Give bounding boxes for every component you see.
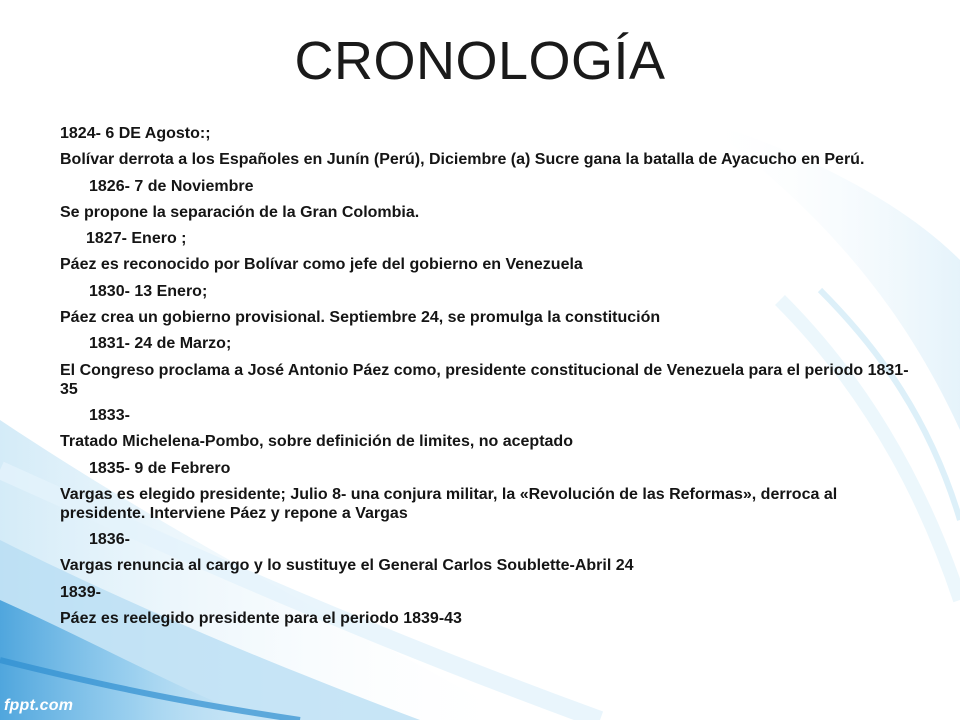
timeline-date: 1824- 6 DE Agosto:; [60,125,211,142]
timeline-event: El Congreso proclama a José Antonio Páez como, presidente constitucional de Venezuela para el periodo 1831-35 [60,361,909,398]
timeline-date: 1836- [89,531,130,549]
timeline-list [60,124,920,635]
timeline-event: Vargas es elegido presidente; Julio 8- una conjura militar, la «Revolución de las Reformas», derroca al presidente. Interviene Páez y repone a Vargas [60,485,838,522]
timeline-date: 1826- 7 de Noviembre [89,177,254,195]
timeline-date: 1839- [60,583,101,601]
timeline-event: Páez es reelegido presidente para el periodo 1839-43 [60,610,462,628]
timeline-date: 1835- 9 de Febrero [89,459,231,477]
fppt-watermark: fppt.com [4,697,74,714]
timeline-event: Se propone la separación de la Gran Colombia. [60,203,420,221]
timeline-date: 1830- 13 Enero; [89,282,208,300]
timeline-event: Páez es reconocido por Bolívar como jefe del gobierno en Venezuela [60,256,583,274]
timeline-event: Tratado Michelena-Pombo, sobre definición de limites, no aceptado [60,433,573,451]
timeline-date: 1833- [89,406,130,424]
timeline-date: 1827- Enero ; [86,230,187,248]
timeline-event: Vargas renuncia al cargo y lo sustituye el General Carlos Soublette-Abril 24 [60,557,634,575]
timeline-event: Bolívar derrota a los Españoles en Junín (Perú), Diciembre (a) Sucre gana la batalla de Ayacucho en Perú. [60,151,865,169]
timeline-date: 1831- 24 de Marzo; [89,335,232,353]
slide-title: CRONOLOGÍA [294,31,666,91]
timeline-event: Páez crea un gobierno provisional. Septiembre 24, se promulga la constitución [60,309,661,327]
